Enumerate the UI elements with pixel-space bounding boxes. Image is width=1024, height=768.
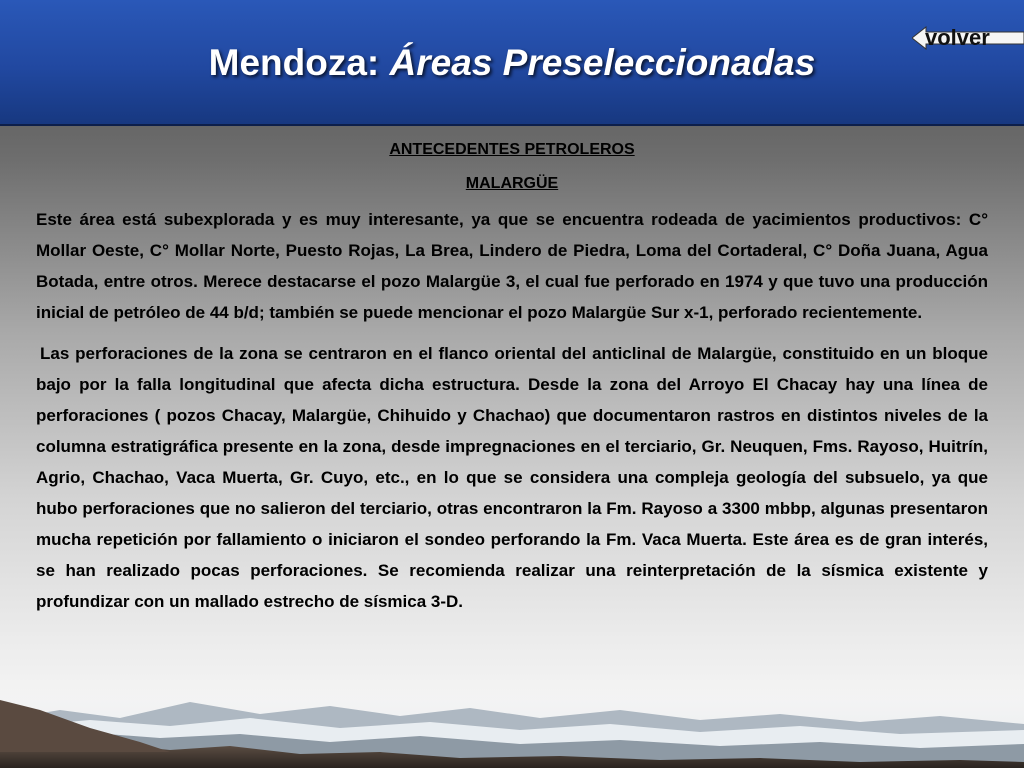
slide-title	[0, 38, 1024, 88]
title-italic: Áreas Preseleccionadas	[389, 42, 816, 83]
section-heading: ANTECEDENTES PETROLEROS	[389, 141, 635, 158]
slide-content	[36, 138, 988, 617]
paragraph-1: Este área está subexplorada y es muy interesante, ya que se encuentra rodeada de yacimientos productivos: C° Mollar Oeste, C° Mollar Norte, Puesto Rojas, La Brea, Lindero de Piedra, Loma del Cortaderal, C° Doña Juana, Agua Botada, entre otros. Merece destacarse el pozo Malargüe 3, el cual fue perforado en 1974 y que tuvo una producción inicial de petróleo de 44 b/d; también se puede mencionar el pozo Malargüe Sur x-1, perforado recientemente.	[36, 210, 988, 322]
back-button[interactable]	[912, 26, 1024, 50]
mountain-landscape-image	[0, 680, 1024, 768]
back-label: volver	[925, 25, 990, 50]
paragraph-2: Las perforaciones de la zona se centraron en el flanco oriental del anticlinal de Malargüe, constituido en un bloque bajo por la falla longitudinal que afecta dicha estructura. Desde la zona del Arroyo El Chacay hay una línea de perforaciones ( pozos Chacay, Malargüe, Chihuido y Chachao) que documentaron rastros en distintos niveles de la columna estratigráfica presente en la zona, desde impregnaciones en el terciario, Gr. Neuquen, Fms. Rayoso, Huitrín, Agrio, Chachao, Vaca Muerta, Gr. Cuyo, etc., en lo que se considera una compleja geología del subsuelo, ya que hubo perforaciones que no salieron del terciario, otras encontraron la Fm. Rayoso a 3300 mbbp, algunas presentaron mucha repetición por fallamiento o iniciaron el sondeo perforando la Fm. Vaca Muerta. Este área es de gran interés, se han realizado pocas perforaciones. Se recomienda realizar una reinterpretación de la sísmica existente y profundizar con un mallado estrecho de sísmica 3-D.	[36, 344, 988, 611]
title-prefix: Mendoza:	[208, 42, 390, 83]
subsection-heading: MALARGÜE	[465, 175, 559, 192]
slide-header	[0, 0, 1024, 126]
